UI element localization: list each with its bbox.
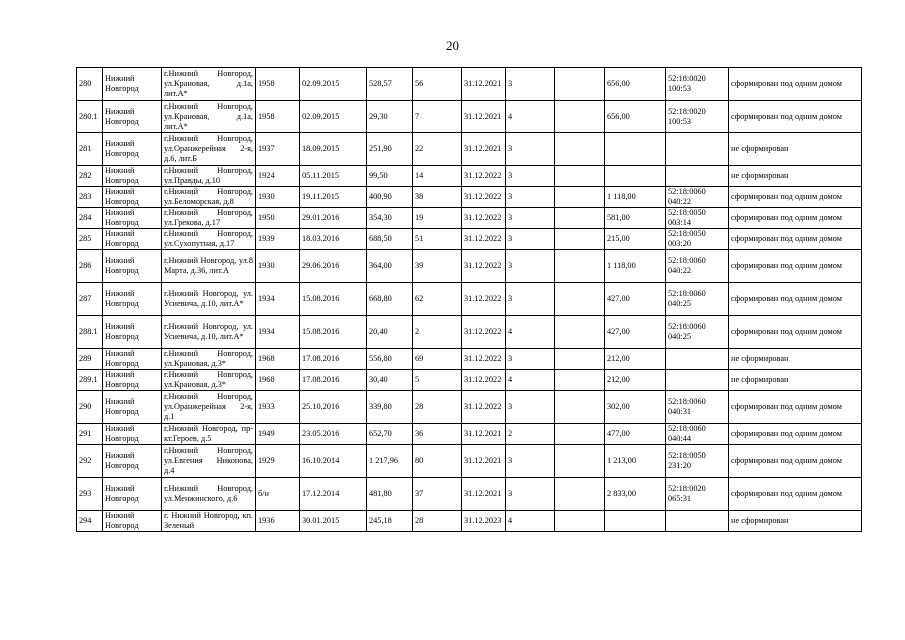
cell-date: 30.01.2015 (300, 511, 367, 532)
cell-cadastral-number: 52:18:0020 100:53 (666, 101, 729, 133)
cell-city: Нижний Новгород (103, 229, 162, 250)
cell-land-status: сформирован под одним домом (729, 391, 862, 424)
cell-area: 400,90 (367, 187, 413, 208)
cell-deadline: 31.12.2022 (462, 349, 506, 370)
cell-category: 4 (506, 511, 555, 532)
cell-cadastral-number: 52:18:0060 040:25 (666, 283, 729, 316)
cell-category: 3 (506, 68, 555, 101)
cell-category: 3 (506, 349, 555, 370)
cell-number: 287 (77, 283, 103, 316)
cell-deadline: 31.12.2022 (462, 187, 506, 208)
cell-empty (555, 250, 605, 283)
cell-year: 1968 (256, 370, 300, 391)
cell-number: 291 (77, 424, 103, 445)
cell-land-status: сформирован под одним домом (729, 101, 862, 133)
cell-residents: 22 (413, 133, 462, 166)
cell-address: г.Нижний Новгород, ул.Крановая, д.3* (162, 349, 256, 370)
cell-residents: 38 (413, 187, 462, 208)
cell-city: Нижний Новгород (103, 250, 162, 283)
cell-land-area: 656,00 (605, 68, 666, 101)
cell-city: Нижний Новгород (103, 391, 162, 424)
cell-number: 289 (77, 349, 103, 370)
cell-city: Нижний Новгород (103, 370, 162, 391)
cell-date: 02.09.2015 (300, 101, 367, 133)
page-number: 20 (446, 38, 459, 53)
cell-year: 1929 (256, 445, 300, 478)
cell-city: Нижний Новгород (103, 478, 162, 511)
cell-city: Нижний Новгород (103, 283, 162, 316)
cell-area: 528,57 (367, 68, 413, 101)
cell-empty (555, 68, 605, 101)
cell-area: 481,80 (367, 478, 413, 511)
cell-area: 1 217,96 (367, 445, 413, 478)
cell-city: Нижний Новгород (103, 101, 162, 133)
cell-address: г.Нижний Новгород, ул.Правды, д.10 (162, 166, 256, 187)
cell-land-status: не сформирован (729, 370, 862, 391)
cell-residents: 28 (413, 391, 462, 424)
cell-residents: 51 (413, 229, 462, 250)
cell-date: 15.08.2016 (300, 283, 367, 316)
table-row (77, 283, 862, 316)
cell-residents: 19 (413, 208, 462, 229)
cell-category: 3 (506, 391, 555, 424)
cell-address: г.Нижний Новгород, ул. Усиевича, д.10, лит.А* (162, 283, 256, 316)
cell-residents: 56 (413, 68, 462, 101)
table-row (77, 250, 862, 283)
cell-address: г.Нижний Новгород, ул.Евгения Никонова, д.4 (162, 445, 256, 478)
cell-land-area: 2 833,00 (605, 478, 666, 511)
cell-residents: 28 (413, 511, 462, 532)
table-row (77, 133, 862, 166)
cell-cadastral-number: 52:18:0020 100:53 (666, 68, 729, 101)
cell-year: 1934 (256, 316, 300, 349)
cell-cadastral-number (666, 370, 729, 391)
cell-area: 245,18 (367, 511, 413, 532)
cell-deadline: 31.12.2021 (462, 478, 506, 511)
cell-city: Нижний Новгород (103, 511, 162, 532)
cell-cadastral-number (666, 166, 729, 187)
cell-city: Нижний Новгород (103, 68, 162, 101)
cell-land-status: сформирован под одним домом (729, 478, 862, 511)
cell-number: 284 (77, 208, 103, 229)
cell-empty (555, 445, 605, 478)
cell-number: 283 (77, 187, 103, 208)
cell-date: 19.11.2015 (300, 187, 367, 208)
cell-deadline: 31.12.2021 (462, 445, 506, 478)
cell-number: 293 (77, 478, 103, 511)
cell-cadastral-number: 52:18:0050 231:20 (666, 445, 729, 478)
cell-land-status: сформирован под одним домом (729, 283, 862, 316)
cell-number: 290 (77, 391, 103, 424)
cell-date: 17.08.2016 (300, 370, 367, 391)
cell-year: 1950 (256, 208, 300, 229)
cell-empty (555, 229, 605, 250)
cell-category: 3 (506, 229, 555, 250)
cell-address: г.Нижний Новгород, ул.Крановая, д.3* (162, 370, 256, 391)
cell-cadastral-number: 52:18:0050 003:20 (666, 229, 729, 250)
cell-date: 16.10.2014 (300, 445, 367, 478)
cell-category: 4 (506, 101, 555, 133)
cell-city: Нижний Новгород (103, 316, 162, 349)
cell-address: г.Нижний Новгород, ул.Оранжерейная 2-я, д.6, лит.Б (162, 133, 256, 166)
cell-land-area: 212,00 (605, 349, 666, 370)
cell-land-area: 215,00 (605, 229, 666, 250)
cell-cadastral-number (666, 349, 729, 370)
cell-category: 3 (506, 187, 555, 208)
cell-land-area: 1 213,00 (605, 445, 666, 478)
cell-address: г.Нижний Новгород, ул.Беломорская, д.8 (162, 187, 256, 208)
cell-land-area: 212,00 (605, 370, 666, 391)
cell-cadastral-number: 52:18:0060 040:22 (666, 250, 729, 283)
cell-address: г.Нижний Новгород, ул. Усиевича, д.10, лит.А* (162, 316, 256, 349)
cell-year: 1958 (256, 101, 300, 133)
cell-address: г.Нижний Новгород, ул.Сухопутная, д.17 (162, 229, 256, 250)
cell-land-area (605, 166, 666, 187)
cell-cadastral-number (666, 133, 729, 166)
cell-deadline: 31.12.2021 (462, 68, 506, 101)
cell-address: г.Нижний Новгород, ул.Крановая, д.1а, лит.А* (162, 101, 256, 133)
cell-number: 280 (77, 68, 103, 101)
cell-area: 251,90 (367, 133, 413, 166)
cell-year: б/н (256, 478, 300, 511)
cell-land-status: не сформирован (729, 349, 862, 370)
cell-cadastral-number: 52:18:0050 003:14 (666, 208, 729, 229)
cell-deadline: 31.12.2022 (462, 166, 506, 187)
cell-deadline: 31.12.2021 (462, 424, 506, 445)
cell-city: Нижний Новгород (103, 349, 162, 370)
cell-residents: 7 (413, 101, 462, 133)
table-row (77, 68, 862, 101)
cell-category: 3 (506, 445, 555, 478)
cell-address: г.Нижний Новгород, ул.Менжинского, д.6 (162, 478, 256, 511)
cell-land-area: 302,00 (605, 391, 666, 424)
table-row (77, 208, 862, 229)
cell-year: 1936 (256, 511, 300, 532)
cell-empty (555, 166, 605, 187)
cell-category: 4 (506, 370, 555, 391)
cell-area: 354,30 (367, 208, 413, 229)
cell-area: 652,70 (367, 424, 413, 445)
cell-residents: 14 (413, 166, 462, 187)
cell-land-area: 477,00 (605, 424, 666, 445)
cell-date: 29.06.2016 (300, 250, 367, 283)
cell-deadline: 31.12.2022 (462, 316, 506, 349)
cell-number: 292 (77, 445, 103, 478)
cell-empty (555, 101, 605, 133)
cell-land-status: сформирован под одним домом (729, 187, 862, 208)
cell-year: 1930 (256, 187, 300, 208)
cell-year: 1958 (256, 68, 300, 101)
cell-year: 1968 (256, 349, 300, 370)
cell-land-status: не сформирован (729, 133, 862, 166)
cell-year: 1934 (256, 283, 300, 316)
cell-date: 29.01.2016 (300, 208, 367, 229)
cell-number: 281 (77, 133, 103, 166)
cell-residents: 5 (413, 370, 462, 391)
cell-land-status: не сформирован (729, 166, 862, 187)
cell-address: г.Нижний Новгород, ул.8 Марта, д.36, лит.А (162, 250, 256, 283)
cell-year: 1933 (256, 391, 300, 424)
cell-date: 02.09.2015 (300, 68, 367, 101)
table-body (77, 68, 862, 532)
cell-number: 282 (77, 166, 103, 187)
cell-date: 17.12.2014 (300, 478, 367, 511)
cell-date: 25.10.2016 (300, 391, 367, 424)
cell-land-status: не сформирован (729, 511, 862, 532)
cell-residents: 36 (413, 424, 462, 445)
cell-address: г.Нижний Новгород, ул.Грекова, д.17 (162, 208, 256, 229)
cell-year: 1924 (256, 166, 300, 187)
cell-land-area: 656,00 (605, 101, 666, 133)
cell-land-area (605, 511, 666, 532)
table-row (77, 101, 862, 133)
cell-address: г.Нижний Новгород, ул.Оранжерейная 2-я, д.1 (162, 391, 256, 424)
cell-date: 17.08.2016 (300, 349, 367, 370)
cell-residents: 37 (413, 478, 462, 511)
cell-area: 99,50 (367, 166, 413, 187)
cell-area: 668,80 (367, 283, 413, 316)
cell-address: г.Нижний Новгород, пр-кт.Героев, д.5 (162, 424, 256, 445)
cell-empty (555, 424, 605, 445)
cell-deadline: 31.12.2022 (462, 391, 506, 424)
cell-empty (555, 391, 605, 424)
cell-date: 18.09.2015 (300, 133, 367, 166)
cell-deadline: 31.12.2021 (462, 133, 506, 166)
cell-area: 30,40 (367, 370, 413, 391)
cell-address: г. Нижний Новгород, кп. Зеленый (162, 511, 256, 532)
cell-land-status: сформирован под одним домом (729, 445, 862, 478)
cell-empty (555, 283, 605, 316)
cell-city: Нижний Новгород (103, 208, 162, 229)
cell-land-area: 581,00 (605, 208, 666, 229)
cell-land-area: 427,00 (605, 316, 666, 349)
cell-empty (555, 511, 605, 532)
cell-date: 23.05.2016 (300, 424, 367, 445)
table-row (77, 316, 862, 349)
cell-number: 286 (77, 250, 103, 283)
cell-date: 05.11.2015 (300, 166, 367, 187)
cell-cadastral-number: 52:18:0060 040:44 (666, 424, 729, 445)
cell-area: 20,40 (367, 316, 413, 349)
cell-date: 18.03.2016 (300, 229, 367, 250)
cell-empty (555, 133, 605, 166)
cell-land-area: 1 118,00 (605, 250, 666, 283)
table-row (77, 478, 862, 511)
cell-year: 1937 (256, 133, 300, 166)
cell-city: Нижний Новгород (103, 424, 162, 445)
cell-number: 280.1 (77, 101, 103, 133)
cell-category: 4 (506, 316, 555, 349)
cell-category: 3 (506, 208, 555, 229)
cell-category: 3 (506, 250, 555, 283)
cell-land-status: сформирован под одним домом (729, 424, 862, 445)
table-row (77, 391, 862, 424)
cell-address: г.Нижний Новгород, ул.Крановая, д.1а, лит.А* (162, 68, 256, 101)
cell-number: 288.1 (77, 316, 103, 349)
cell-empty (555, 478, 605, 511)
cell-area: 29,30 (367, 101, 413, 133)
cell-residents: 80 (413, 445, 462, 478)
cell-land-status: сформирован под одним домом (729, 316, 862, 349)
cell-empty (555, 208, 605, 229)
cell-empty (555, 316, 605, 349)
table-row (77, 370, 862, 391)
cell-number: 294 (77, 511, 103, 532)
cell-land-area (605, 133, 666, 166)
cell-land-status: сформирован под одним домом (729, 68, 862, 101)
cell-area: 556,80 (367, 349, 413, 370)
cell-deadline: 31.12.2022 (462, 283, 506, 316)
cell-category: 3 (506, 478, 555, 511)
cell-deadline: 31.12.2021 (462, 101, 506, 133)
cell-empty (555, 349, 605, 370)
table-row (77, 445, 862, 478)
table-row (77, 424, 862, 445)
cell-category: 3 (506, 283, 555, 316)
cell-residents: 62 (413, 283, 462, 316)
cell-city: Нижний Новгород (103, 187, 162, 208)
cell-city: Нижний Новгород (103, 133, 162, 166)
table-row (77, 166, 862, 187)
cell-land-area: 1 118,00 (605, 187, 666, 208)
cell-city: Нижний Новгород (103, 445, 162, 478)
cell-year: 1930 (256, 250, 300, 283)
cell-deadline: 31.12.2023 (462, 511, 506, 532)
cell-category: 3 (506, 133, 555, 166)
cell-cadastral-number: 52:18:0060 040:22 (666, 187, 729, 208)
cell-deadline: 31.12.2022 (462, 229, 506, 250)
cell-land-status: сформирован под одним домом (729, 250, 862, 283)
cell-city: Нижний Новгород (103, 166, 162, 187)
cell-cadastral-number: 52:18:0060 040:25 (666, 316, 729, 349)
cell-year: 1939 (256, 229, 300, 250)
table-row (77, 187, 862, 208)
cell-date: 15.08.2016 (300, 316, 367, 349)
table-row (77, 511, 862, 532)
cell-land-status: сформирован под одним домом (729, 229, 862, 250)
cell-year: 1949 (256, 424, 300, 445)
table-row (77, 349, 862, 370)
cell-number: 289.1 (77, 370, 103, 391)
cell-cadastral-number (666, 511, 729, 532)
cell-area: 364,00 (367, 250, 413, 283)
cell-cadastral-number: 52:18:0020 065:31 (666, 478, 729, 511)
cell-cadastral-number: 52:18:0060 040:31 (666, 391, 729, 424)
cell-residents: 69 (413, 349, 462, 370)
cell-empty (555, 187, 605, 208)
cell-land-status: сформирован под одним домом (729, 208, 862, 229)
cell-deadline: 31.12.2022 (462, 208, 506, 229)
table-row (77, 229, 862, 250)
cell-area: 339,80 (367, 391, 413, 424)
cell-category: 3 (506, 166, 555, 187)
cell-area: 688,50 (367, 229, 413, 250)
cell-residents: 39 (413, 250, 462, 283)
cell-category: 2 (506, 424, 555, 445)
cell-empty (555, 370, 605, 391)
housing-registry-table (76, 67, 862, 532)
cell-deadline: 31.12.2022 (462, 370, 506, 391)
cell-number: 285 (77, 229, 103, 250)
cell-land-area: 427,00 (605, 283, 666, 316)
cell-residents: 2 (413, 316, 462, 349)
cell-deadline: 31.12.2022 (462, 250, 506, 283)
